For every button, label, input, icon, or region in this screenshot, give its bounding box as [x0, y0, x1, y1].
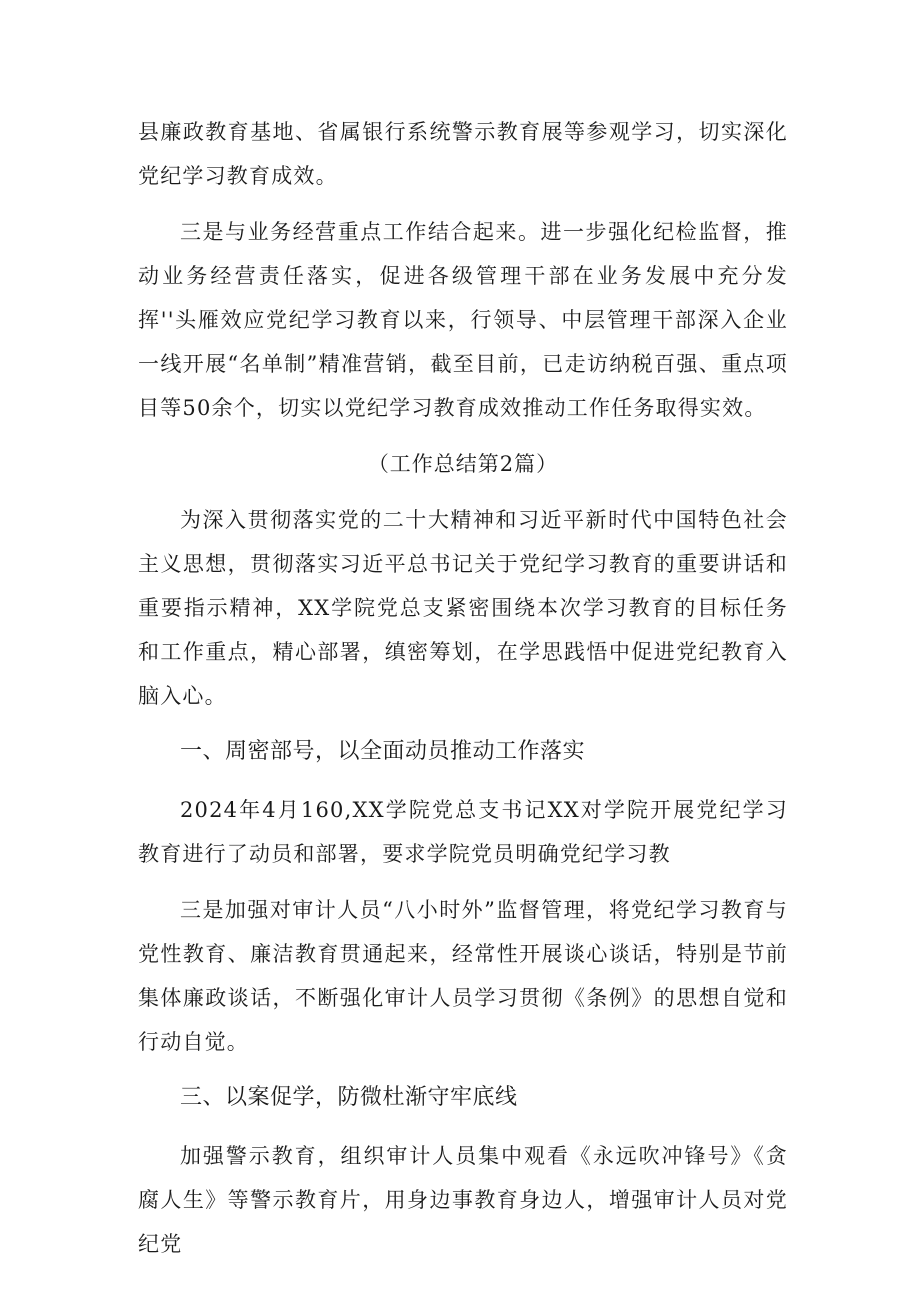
paragraph-supervision: 三是加强对审计人员“八小时外”监督管理，将党纪学习教育与党性教育、廉洁教育贯通起来，经常性开展谈心谈话，特别是节前集体廉政谈话，不断强化审计人员学习贯彻《条例》的思想自觉和行动自觉。: [138, 898, 788, 1054]
heading-3: 三、以案促学，防微杜渐守牢底线: [180, 1085, 518, 1110]
paragraph-mobilization: 2024年4月160,XX学院党总支书记XX对学院开展党纪学习教育进行了动员和部署，要求学院党员明确党纪学习教: [138, 798, 788, 866]
paragraph-warning-education: 加强警示教育，组织审计人员集中观看《永远吹冲锋号》《贪腐人生》等警示教育片，用身边事教育身边人，增强审计人员对党纪党: [138, 1144, 788, 1256]
paragraph-continued: 县廉政教育基地、省属银行系统警示教育展等参观学习，切实深化党纪学习教育成效。: [138, 120, 788, 188]
paragraph-intro: 为深入贯彻落实党的二十大精神和习近平新时代中国特色社会主义思想，贯彻落实习近平总书记关于党纪学习教育的重要讲话和重要指示精神，XX学院党总支紧密围绕本次学习教育的目标任务和工作重点，精心部署，缜密筹划，在学思践悟中促进党纪教育入脑入心。: [138, 508, 788, 708]
document-page: [138, 110, 788, 1278]
heading-1: 一、周密部号，以全面动员推动工作落实: [180, 739, 586, 764]
section-title-part-2: （工作总结第2篇）: [367, 452, 559, 476]
paragraph-business-integration: 三是与业务经营重点工作结合起来。进一步强化纪检监督，推动业务经营责任落实，促进各级管理干部在业务发展中充分发挥''头雁效应党纪学习教育以来，行领导、中层管理干部深入企业一线开展“名单制”精准营销，截至目前，已走访纳税百强、重点项目等50余个，切实以党纪学习教育成效推动工作任务取得实效。: [138, 220, 788, 420]
